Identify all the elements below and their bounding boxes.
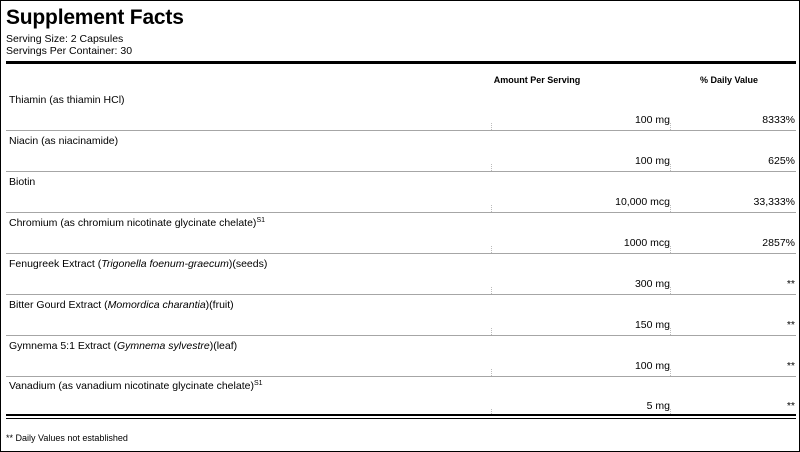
- column-divider: [670, 205, 671, 212]
- nutrient-amount: 10,000 mcg: [615, 196, 670, 208]
- column-divider: [670, 246, 671, 253]
- nutrient-row-niacin: [6, 130, 796, 172]
- nutrient-daily-value: 33,333%: [753, 196, 795, 208]
- servings-per-container: Servings Per Container: 30: [6, 45, 133, 57]
- nutrient-daily-value: **: [786, 319, 795, 331]
- nutrient-amount: 1000 mcg: [623, 237, 670, 249]
- nutrient-name: Vanadium (as vanadium nicotinate glycinate chelate)$^{S1}$: [9, 380, 263, 392]
- nutrient-amount: 5 mg: [646, 400, 670, 412]
- footnote-marker: S1: [253, 380, 263, 387]
- nutrient-row-chromium: [6, 212, 796, 254]
- nutrient-row-thiamin: [6, 89, 796, 131]
- nutrient-name: Gymnema 5:1 Extract (Gymnema sylvestre)(leaf): [9, 340, 238, 352]
- nutrient-daily-value: **: [786, 360, 795, 372]
- nutrient-name: Chromium (as chromium nicotinate glycinate chelate)$^{S1}$: [9, 217, 265, 229]
- nutrient-name: Bitter Gourd Extract (Momordica charantia)(fruit): [9, 299, 234, 311]
- nutrient-amount: 300 mg: [634, 278, 670, 290]
- nutrient-row-gymnema: [6, 335, 796, 377]
- panel-title: Supplement Facts: [6, 6, 184, 29]
- nutrient-name: Niacin (as niacinamide): [9, 135, 119, 147]
- footnote-marker: S1: [256, 217, 265, 224]
- nutrient-row-biotin: [6, 171, 796, 213]
- column-divider: [491, 123, 492, 130]
- nutrient-daily-value: **: [786, 278, 795, 290]
- bottom-rule-thin: [6, 418, 796, 419]
- top-thick-rule: [6, 61, 796, 64]
- bottom-rule: [6, 414, 796, 416]
- column-divider: [670, 287, 671, 294]
- column-header-amount: Amount Per Serving: [493, 75, 581, 85]
- footnote: ** Daily Values not established: [6, 433, 128, 443]
- column-divider: [491, 287, 492, 294]
- nutrient-row-vanadium: [6, 375, 796, 416]
- nutrient-name: Biotin: [9, 176, 36, 188]
- nutrient-row-fenugreek: [6, 253, 796, 295]
- column-divider: [491, 164, 492, 171]
- column-divider: [670, 123, 671, 130]
- nutrient-name: Thiamin (as thiamin HCl): [9, 94, 125, 106]
- nutrient-daily-value: 2857%: [762, 237, 795, 249]
- nutrient-amount: 100 mg: [634, 114, 670, 126]
- nutrient-daily-value: **: [786, 400, 795, 412]
- column-divider: [670, 328, 671, 335]
- nutrient-row-bitter-gourd: [6, 294, 796, 336]
- nutrient-amount: 100 mg: [634, 360, 670, 372]
- serving-size: Serving Size: 2 Capsules: [6, 33, 124, 45]
- nutrient-name: Fenugreek Extract (Trigonella foenum-graecum)(seeds): [9, 258, 268, 270]
- column-header-daily-value: % Daily Value: [699, 75, 759, 85]
- column-divider: [491, 205, 492, 212]
- nutrient-amount: 150 mg: [634, 319, 670, 331]
- column-divider: [491, 246, 492, 253]
- column-divider: [491, 328, 492, 335]
- column-divider: [670, 164, 671, 171]
- nutrient-daily-value: 8333%: [762, 114, 795, 126]
- nutrient-daily-value: 625%: [768, 155, 795, 167]
- nutrient-amount: 100 mg: [634, 155, 670, 167]
